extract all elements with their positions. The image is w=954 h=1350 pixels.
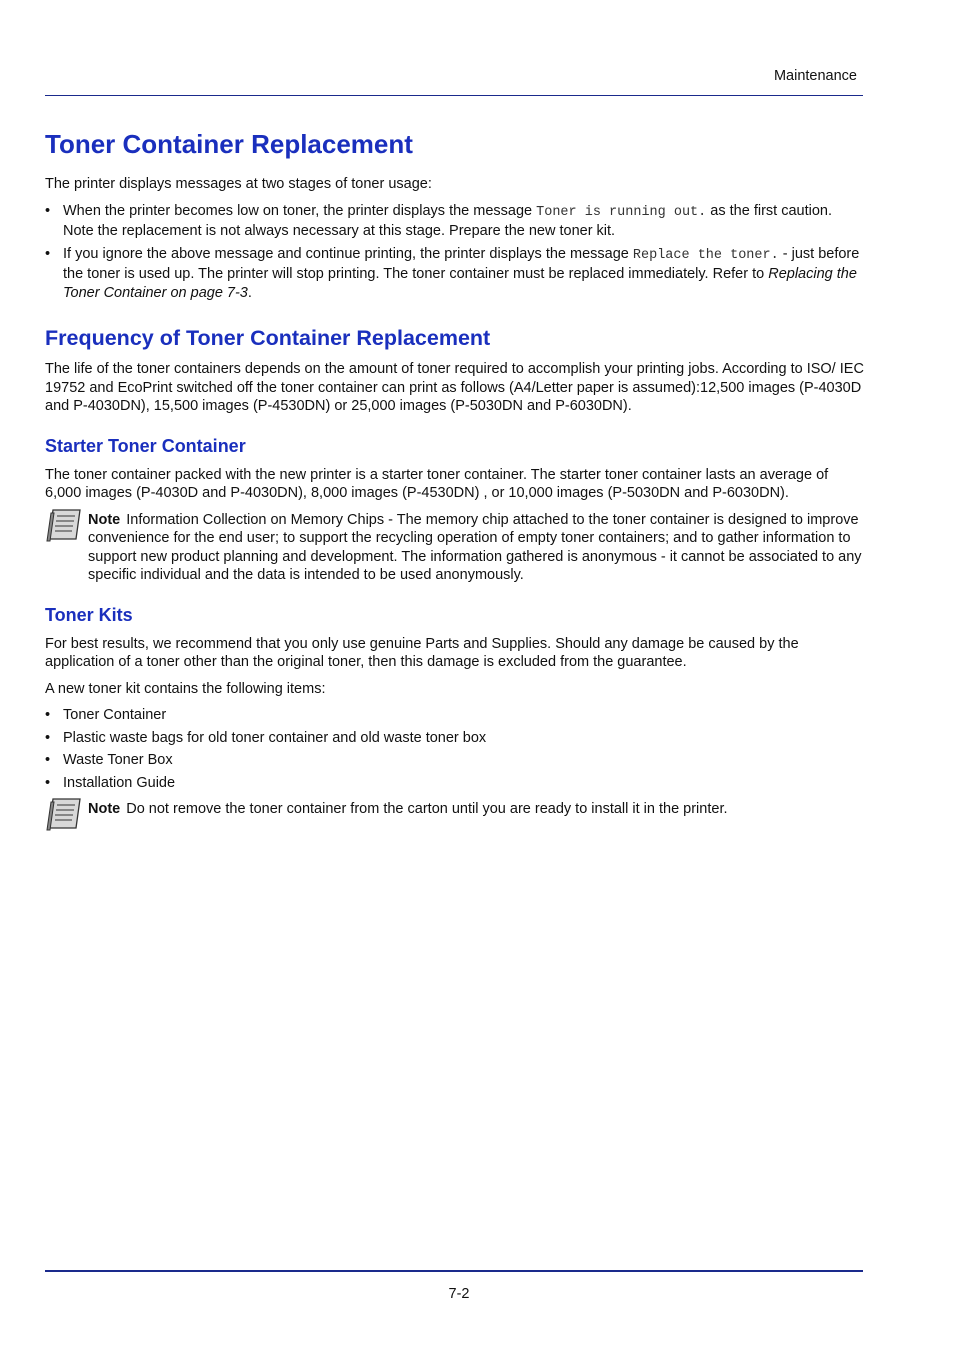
list-item: • Toner Container [45,707,167,723]
kits-paragraph: For best results, we recommend that you only use genuine Parts and Supplies. Should any damage be caused by the application of a toner other than the original toner, then this damage is excluded from the guarantee. [45,635,799,670]
bullet-icon: • [45,774,51,791]
list-item: • If you ignore the above message and continue printing, the printer displays the message Replace the toner. - just before the toner is used up. The printer will stop printing. The toner container must be replaced immediately. Refer to Replacing the Toner Container on page 7-3. [45,245,860,301]
note-carton [45,800,865,819]
list-item: • Waste Toner Box [45,752,173,768]
note-text: Information Collection on Memory Chips - The memory chip attached to the toner container is designed to improve convenience for the end user; to support the recycling operation of empty toner containers; and to gather information to support new product planning and development. The information gathered is anonymous - it cannot be associated to any specific individual and the data is intended to be used anonymously. [88,511,862,583]
note-label: Note [88,801,121,817]
kits-heading: Toner Kits [45,604,133,625]
note-label: Note [88,511,121,528]
running-header: Maintenance [773,68,857,84]
note-pad-icon [45,796,83,832]
kit-items-list [45,706,865,792]
frequency-heading: Frequency of Toner Container Replacement [45,326,491,350]
frequency-paragraph: The life of the toner containers depends on the amount of toner required to accomplish your printing jobs. According to ISO/ IEC 19752 and EcoPrint switched off the toner container can print as follows (A4/Letter paper is assumed):12,500 images (P-4030D and P-4030DN), 15,500 images (P-4530DN) or 25,000 images (P-5030DN and P-6030DN). [45,361,864,414]
footer-rule [45,1270,863,1272]
starter-heading: Starter Toner Container [45,435,246,456]
bullet-icon: • [45,202,51,219]
intro-paragraph: The printer displays messages at two stages of toner usage: [45,176,432,192]
starter-paragraph: The toner container packed with the new printer is a starter toner container. The starter toner container lasts an average of 6,000 images (P-4030D and P-4030DN), 8,000 images (P-4530DN) , or 10,000 images (P-5030DN and P-6030DN). [45,466,829,501]
header-rule [45,95,863,96]
list-item: • When the printer becomes low on toner, the printer displays the message Toner is running out. as the first caution. Note the replacement is not always necessary at this stage. Prepare the new toner kit. [45,202,832,239]
bullet-icon: • [45,752,51,768]
cross-reference-link[interactable]: Replacing the Toner Container on page 7-3 [63,266,857,301]
bullet-icon: • [45,729,51,746]
list-item: • Installation Guide [45,774,176,791]
page-title: Toner Container Replacement [45,129,413,159]
note-text: Do not remove the toner container from the carton until you are ready to install it in the printer. [126,801,728,817]
note-memory-chips [45,511,865,585]
message-code: Replace the toner. [632,247,779,263]
bullet-icon: • [45,707,51,723]
page-number: 7-2 [448,1286,470,1302]
stage-list [45,202,865,303]
note-pad-icon [45,507,83,543]
page-content [45,127,865,831]
bullet-icon: • [45,245,51,262]
kits-list-intro: A new toner kit contains the following items: [45,680,326,697]
message-code: Toner is running out. [536,204,707,220]
list-item: • Plastic waste bags for old toner container and old waste toner box [45,729,487,746]
